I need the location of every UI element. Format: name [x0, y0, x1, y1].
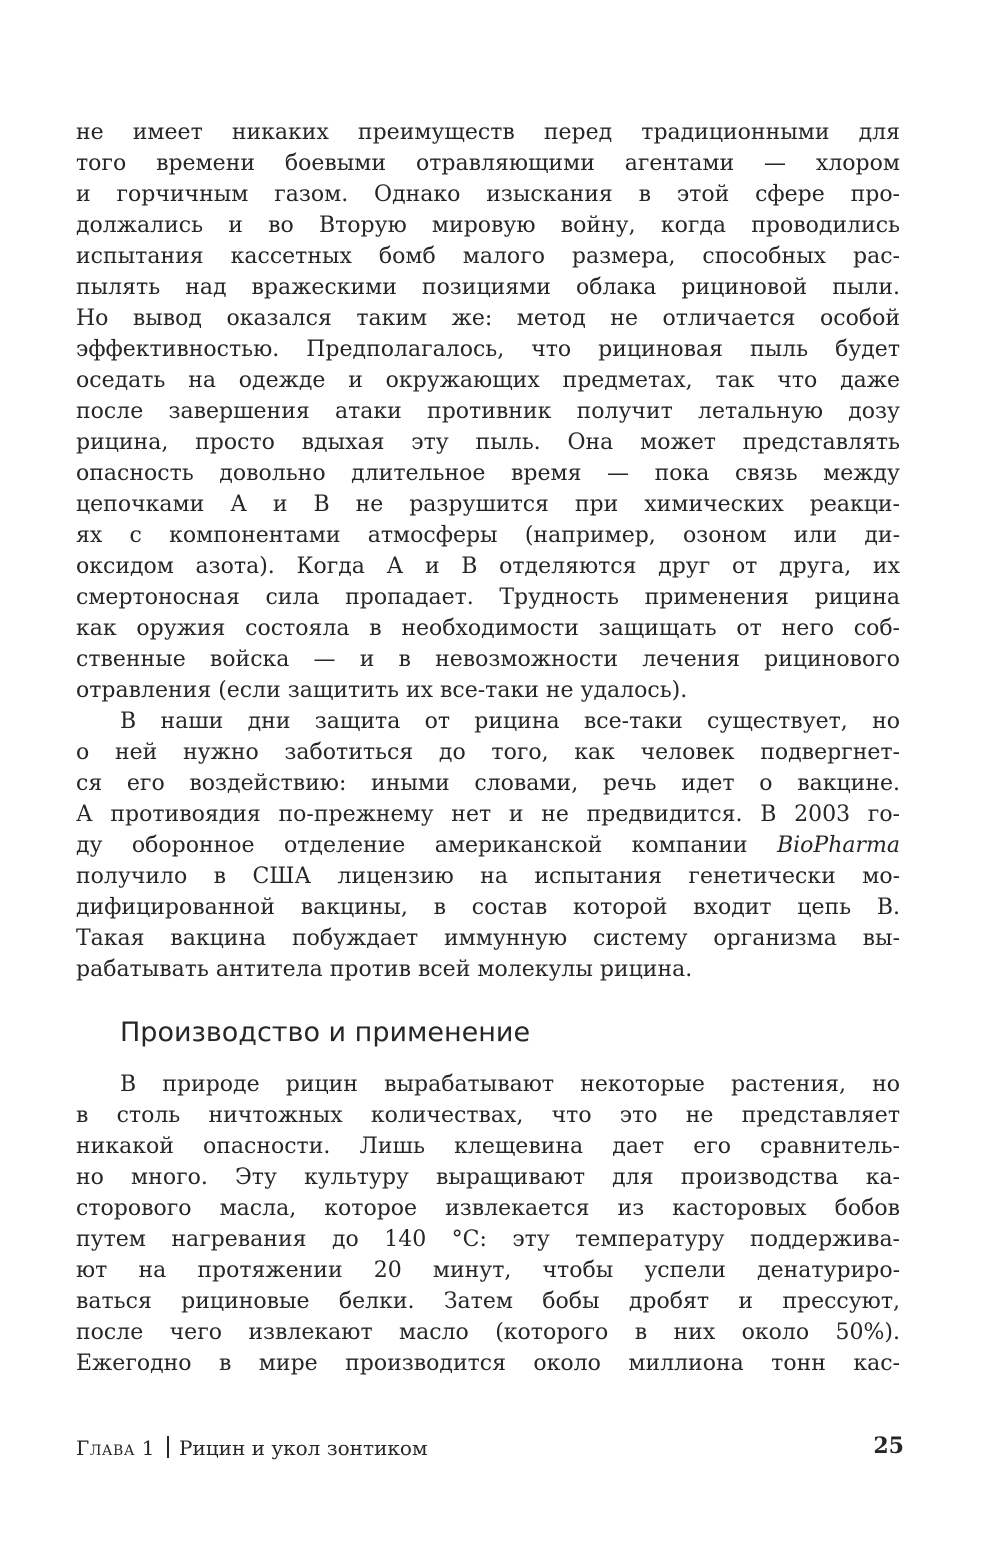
company-name: BioPharma	[776, 833, 900, 858]
text-line: Ежегодно в мире производится около миллиона тонн кас-	[76, 1351, 900, 1376]
text-line: дифицированной вакцины, в состав которой входит цепь В.	[76, 895, 900, 920]
text-line: того времени боевыми отравляющими агентами — хлором	[76, 151, 900, 176]
text-line: оксидом азота). Когда А и В отделяются друг от друга, их	[76, 554, 900, 579]
text-line: оседать на одежде и окружающих предметах, так что даже	[76, 368, 900, 393]
text-line: ся его воздействию: иными словами, речь идет о вакцине.	[76, 771, 900, 796]
chapter-label: Глава 1	[76, 1436, 155, 1460]
text-line: после чего извлекают масло (которого в них около 50%).	[76, 1320, 900, 1345]
page-number: 25	[873, 1433, 904, 1459]
text-line: никакой опасности. Лишь клещевина дает его сравнитель-	[76, 1134, 900, 1159]
text-line: Такая вакцина побуждает иммунную систему организма вы-	[76, 926, 900, 951]
text-line: как оружия состояла в необходимости защищать от него соб-	[76, 616, 900, 641]
text-line: В наши дни защита от рицина все-таки существует, но	[120, 709, 900, 734]
text-line: ях с компонентами атмосферы (например, озоном или ди-	[76, 523, 900, 548]
chapter-title: Рицин и укол зонтиком	[179, 1436, 428, 1460]
text-line: пылять над вражескими позициями облака рициновой пыли.	[76, 275, 900, 300]
text-line: ственные войска — и в невозможности лечения рицинового	[76, 647, 900, 672]
text-line: эффективностью. Предполагалось, что рициновая пыль будет	[76, 337, 900, 362]
text-line: отравления (если защитить их все-таки не удалось).	[76, 678, 688, 703]
text-line: и горчичным газом. Однако изыскания в этой сфере про-	[76, 182, 900, 207]
text-line: ваться рициновые белки. Затем бобы дробят и прессуют,	[76, 1289, 900, 1314]
text-line: А противоядия по-прежнему нет и не предвидится. В 2003 го-	[76, 802, 900, 827]
text-line: В природе рицин вырабатывают некоторые растения, но	[120, 1072, 900, 1097]
text-line: после завершения атаки противник получит летальную дозу	[76, 399, 900, 424]
text-line: получило в США лицензию на испытания генетически мо-	[76, 864, 900, 889]
text-line: рабатывать антитела против всей молекулы рицина.	[76, 957, 693, 982]
text-line: путем нагревания до 140 °C: эту температуру поддержива-	[76, 1227, 900, 1252]
text-line: о ней нужно заботиться до того, как человек подвергнет-	[76, 740, 900, 765]
running-footer	[76, 1433, 428, 1463]
text-line: но много. Эту культуру выращивают для производства ка-	[76, 1165, 900, 1190]
text-line: смертоносная сила пропадает. Трудность применения рицина	[76, 585, 900, 610]
text-line: Но вывод оказался таким же: метод не отличается особой	[76, 306, 900, 331]
text-line: в столь ничтожных количествах, что это не представляет	[76, 1103, 900, 1128]
text-line: рицина, просто вдыхая эту пыль. Она может представлять	[76, 430, 900, 455]
paragraph-3	[76, 1069, 900, 1379]
text-line: ют на протяжении 20 минут, чтобы успели денатуриро-	[76, 1258, 900, 1283]
text-line: цепочками А и В не разрушится при химических реакци-	[76, 492, 900, 517]
text-line: не имеет никаких преимуществ перед традиционными для	[76, 120, 900, 145]
paragraph-1	[76, 117, 900, 706]
text-line: сторового масла, которое извлекается из касторовых бобов	[76, 1196, 900, 1221]
text-line: испытания кассетных бомб малого размера, способных рас-	[76, 244, 900, 269]
text-fragment: ду оборонное отделение американской компании	[76, 833, 748, 858]
paragraph-2	[76, 706, 900, 985]
text-line: должались и во Вторую мировую войну, когда проводились	[76, 213, 900, 238]
text-line	[76, 830, 900, 861]
text-line: опасность довольно длительное время — пока связь между	[76, 461, 900, 486]
footer-separator	[167, 1436, 169, 1458]
section-heading: Производство и применение	[120, 1017, 531, 1048]
